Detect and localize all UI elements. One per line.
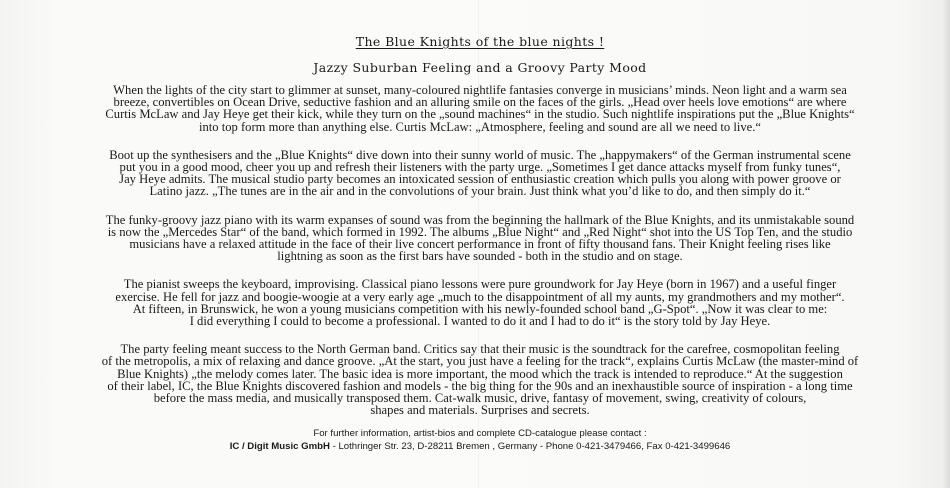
text-line: breeze, convertibles on Ocean Drive, seductive fashion and an alluring smile on the faces of the girls. „Head over heels love emotions“ are where — [113, 95, 847, 110]
text-line: shapes and materials. Surprises and secrets. — [370, 403, 590, 418]
paragraph-4 — [40, 278, 920, 327]
page-subtitle: Jazzy Suburban Feeling and a Groovy Party Mood — [313, 60, 647, 75]
text-line: before the mass media, and musically transposed them. Cat-walk music, drive, fantasy of movement, swing, creativity of colours, — [153, 391, 807, 406]
text-line: When the lights of the city start to glimmer at sunset, many-coloured nightlife fantasies converge in musicians’ minds. Neon light and a warm sea — [113, 83, 847, 97]
text-line: The pianist sweeps the keyboard, improvising. Classical piano lessons were pure groundwork for Jay Heye (born in 1967) and a useful finger — [123, 277, 837, 292]
text-line: lightning as soon as the first bars have sounded - both in the studio and on stage. — [277, 249, 683, 264]
contact-intro: For further information, artist-bios and complete CD-catalogue please contact : — [313, 428, 647, 439]
company-name: IC / Digit Music GmbH — [229, 440, 330, 452]
paragraph-1 — [40, 84, 920, 133]
article-body — [40, 84, 920, 416]
text-line: Blue Knights) „the melody comes later. The basic idea is more important, the mood which the track is intended to reproduce.“ At the suggestion — [117, 366, 843, 381]
page-title: The Blue Knights of the blue nights ! — [355, 34, 605, 49]
text-line: Boot up the synthesisers and the „Blue Knights“ dive down into their sunny world of music. The „happymakers“ of the German instrumental scene — [109, 147, 851, 162]
text-line: The party feeling meant success to the North German band. Critics say that their music is the soundtrack for the carefree, cosmopolitan feeling — [120, 342, 840, 357]
paragraph-2 — [40, 149, 920, 198]
text-line: of the metropolis, a mix of relaxing and dance groove. „At the start, you just have a feeling for the track“, explains Curtis McLaw (the master-mind of — [101, 354, 859, 369]
contact-details — [0, 441, 950, 454]
text-line: put you in a good mood, cheer you up and refresh their listeners with the party urge. „Sometimes I get dance attacks myself from funky tunes“, — [119, 160, 841, 175]
text-line: Latino jazz. „The tunes are in the air and in the convolutions of your brain. Just think what you’d like to do, and then simply do it.“ — [149, 184, 811, 199]
text-line: musicians have a relaxed attitude in the face of their live concert performance in front of fifty thousand fans. Their Knight feeling rises like — [129, 237, 831, 252]
text-line: exercise. He fell for jazz and boogie-woogie at a very early age „much to the disappointment of all my aunts, my grandmothers and my mother“. — [115, 289, 845, 304]
text-line: I did everything I could to become a professional. I wanted to do it and I had to do it“ is the story told by Jay Heye. — [189, 314, 771, 329]
paragraph-3 — [40, 214, 920, 263]
text-line: Jay Heye admits. The musical studio party becomes an intoxicated session of enthusiastic creation which pulls you along with power groove or — [119, 172, 841, 187]
company-address: - Lothringer Str. 23, D-28211 Bremen , Germany - Phone 0-421-3479466, Fax 0-421-3499646 — [329, 440, 731, 452]
paragraph-5 — [40, 343, 920, 416]
text-line: of their label, IC, the Blue Knights discovered fashion and models - the big thing for the 90s and an inexhaustible source of inspiration - a long time — [107, 378, 853, 393]
text-line: Curtis McLaw and Jay Heye get their kick, while they turn on the „sound machines“ in the studio. Such nightlife inspirations put the „Blue Knights“ — [105, 107, 855, 122]
contact-block — [0, 428, 950, 453]
text-line: At fifteen, in Brunswick, he won a young musicians competition with his newly-founded school band „G-Spot“. „Now it was clear to me: — [132, 301, 828, 316]
text-line: into top form more than anything else. Curtis McLaw: „Atmosphere, feeling and sound are all we need to live.“ — [198, 119, 761, 134]
text-line: The funky-groovy jazz piano with its warm expanses of sound was from the beginning the hallmark of the Blue Knights, and its unmistakable sound — [105, 212, 855, 227]
text-line: is now the „Mercedes Star“ of the band, which formed in 1992. The albums „Blue Night“ and „Red Night“ shot into the US Top Ten, and the studio — [107, 224, 853, 239]
